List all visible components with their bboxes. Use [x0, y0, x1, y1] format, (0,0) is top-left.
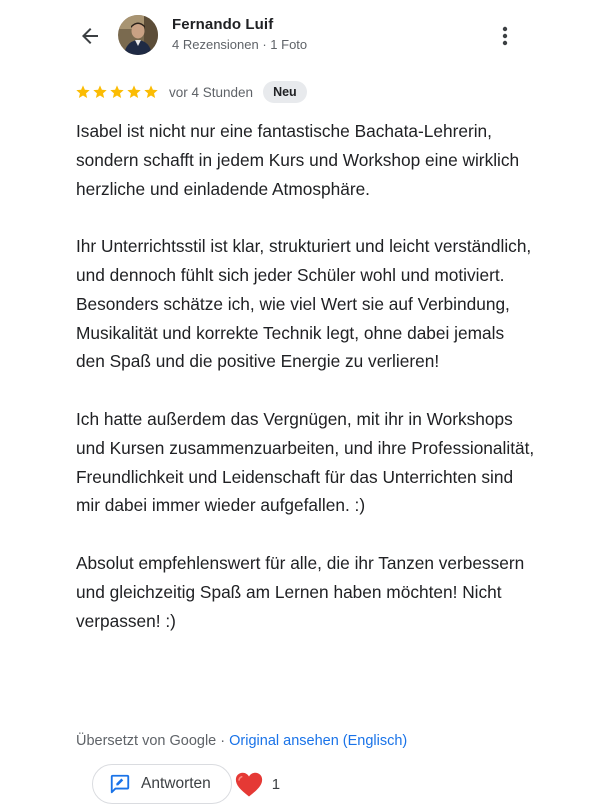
more-options-button[interactable]: [490, 20, 520, 52]
review-paragraph: Absolut empfehlenswert für alle, die ihr Tanzen verbessern und gleichzeitig Spaß am Lernen haben möchten! Nicht verpassen! :): [76, 552, 525, 631]
star-rating: [75, 84, 159, 100]
review-actions: [92, 762, 280, 806]
translated-by-label: Übersetzt von Google: [76, 733, 217, 749]
more-vert-icon: [493, 24, 517, 48]
author-info: [172, 16, 307, 52]
review-paragraph: Isabel ist nicht nur eine fantastische Bachata-Lehrerin, sondern schafft in jedem Kurs und Workshop eine wirklich herzliche und einladende Atmosphäre.: [76, 121, 520, 199]
star-icon: [126, 84, 142, 100]
reply-label: Antworten: [141, 775, 211, 792]
rating-row: [75, 80, 307, 104]
view-original-link[interactable]: Original ansehen (Englisch): [229, 733, 408, 749]
review-header: [0, 0, 600, 72]
reply-button[interactable]: [92, 764, 232, 804]
heart-icon: [234, 770, 264, 798]
translation-separator: ·: [216, 733, 230, 749]
like-button[interactable]: [234, 770, 264, 798]
star-icon: [109, 84, 125, 100]
like-count: 1: [271, 775, 281, 793]
star-icon: [143, 84, 159, 100]
author-name[interactable]: Fernando Luif: [172, 16, 274, 33]
review-paragraph: Ich hatte außerdem das Vergnügen, mit ihr in Workshops und Kursen zusammenzuarbeiten, und ihre Professionalität, Freundlichkeit und Leidenschaft für das Unterrichten sind mir dabei immer wieder aufgefallen. :): [76, 408, 535, 516]
star-icon: [75, 84, 91, 100]
review-time: vor 4 Stunden: [169, 84, 254, 100]
arrow-back-icon: [78, 24, 102, 48]
reply-icon: [109, 773, 131, 795]
avatar-image: [118, 15, 158, 55]
avatar[interactable]: [118, 15, 158, 55]
review-text: [76, 117, 536, 635]
translation-notice: [76, 733, 407, 749]
star-icon: [92, 84, 108, 100]
author-meta: 4 Rezensionen · 1 Foto: [172, 37, 308, 52]
new-badge: Neu: [263, 81, 307, 103]
review-paragraph: Ihr Unterrichtsstil ist klar, strukturiert und leicht verständlich, und dennoch fühlt sich jeder Schüler wohl und motiviert. Besonders schätze ich, wie viel Wert sie auf Verbindung, Musikalität und korrekte Technik legt, ohne dabei jemals den Spaß und die positive Energie zu verlieren!: [76, 236, 532, 372]
back-button[interactable]: [74, 20, 106, 52]
